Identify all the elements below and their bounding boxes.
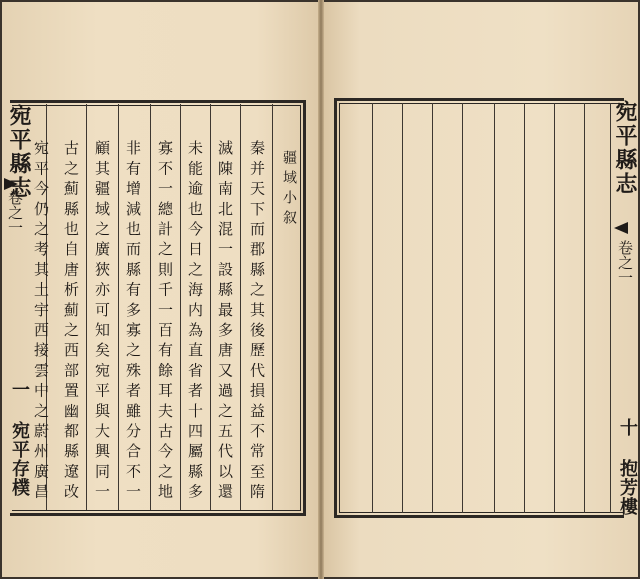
text-column: 顧其疆域之廣狹亦可知矣宛平與大興同一 [93,140,111,504]
text-column: 滅陳南北混一設縣最多唐又過之五代以還 [216,140,234,504]
publisher-label-left: 一 宛平存樸 [9,380,30,497]
column-rule [462,103,463,513]
text-column: 寡不一總計之則千一百有餘耳夫古今之地 [156,140,174,504]
column-rule [210,104,211,510]
column-rule [584,103,585,513]
text-column: 古之薊縣也自唐析薊之西部置幽都縣遼改 [62,140,80,504]
column-rule [118,104,119,510]
juan-label-right: 卷之一 [616,240,634,285]
column-rule [494,103,495,513]
fishtail-icon [614,222,628,234]
book-title-left: 宛平縣志 [6,104,32,200]
column-rule [524,103,525,513]
column-rule [432,103,433,513]
book-gutter [318,0,324,579]
right-page-frame [334,98,624,518]
fishtail-icon [4,178,18,190]
text-column: 未能逾也今日之海内為直省者十四屬縣多 [186,140,204,504]
column-rule [86,104,87,510]
text-column: 秦并天下而郡縣之其後歷代損益不常至隋 [248,140,266,504]
column-rule [240,104,241,510]
column-rule [554,103,555,513]
column-rule [372,103,373,513]
column-rule [150,104,151,510]
book-title-right: 宛平縣志 [612,100,638,196]
column-rule [610,103,611,513]
column-rule [402,103,403,513]
column-rule [272,104,273,510]
column-rule [180,104,181,510]
text-column: 非有增減也而縣有多寡之殊者雖分合不一 [124,140,142,504]
section-heading: 疆域小叙 [281,150,297,230]
juan-label-left: 卷之一 [6,190,24,235]
text-column: 宛平今仍之考其土宇西接雲中之蔚州廣昌 [32,140,50,504]
publisher-label-right: 十 抱芳樓 [617,418,638,516]
